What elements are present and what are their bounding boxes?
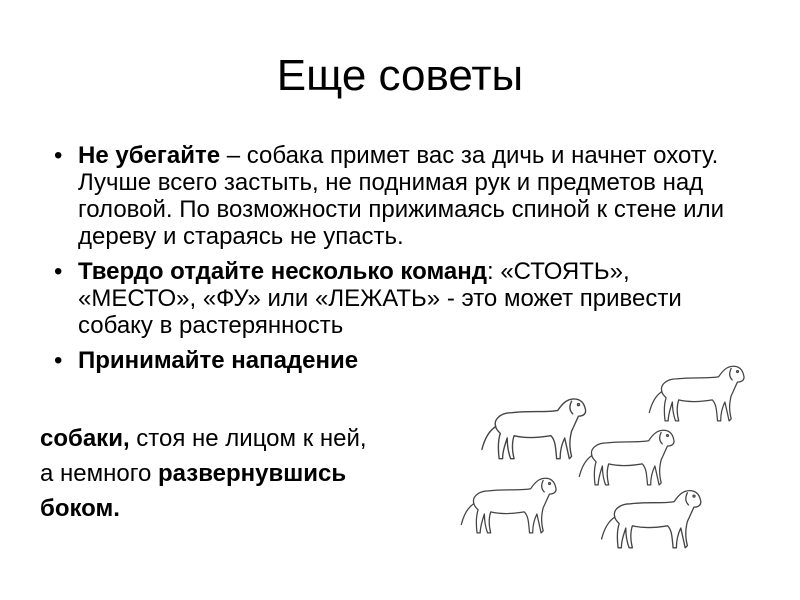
dogs-pack-drawing-icon (455, 352, 755, 582)
continuation-text (40, 421, 460, 526)
bullet-list (52, 142, 752, 382)
continuation-plain: стоя не лицом к ней, (129, 425, 367, 452)
continuation-line-3 (40, 491, 460, 526)
dog-figure-2 (482, 399, 586, 459)
dog-figure-5 (602, 491, 701, 548)
continuation-bold: развернувшись (157, 460, 347, 487)
continuation-line-2 (40, 456, 460, 491)
dog-figure-3 (579, 430, 674, 485)
slide-title: Еще советы (276, 51, 524, 100)
bullet-item-commands (52, 258, 752, 339)
bullet-bold-text: Твердо отдайте несколько команд (78, 258, 487, 285)
continuation-plain: а немного (40, 460, 158, 487)
bullet-bold-text: Не убегайте (78, 142, 221, 169)
bullet-bold-text: Принимайте нападение (78, 347, 359, 374)
dog-figure-4 (461, 478, 556, 533)
continuation-bold: собаки, (40, 425, 130, 452)
bullet-text: : «СТОЯТЬ», «МЕСТО», «ФУ» или «ЛЕЖАТЬ» - это может привести собаку в растерянность (78, 258, 682, 339)
continuation-bold: боком. (40, 495, 120, 522)
continuation-line-1 (40, 421, 460, 456)
bullet-text: – собака примет вас за дичь и начнет охоту. Лучше всего застыть, не поднимая рук и предметов над головой. По возможности прижимаясь спиной к стене или дереву и стараясь не упасть. (78, 142, 724, 250)
dog-figure-1 (649, 366, 744, 421)
bullet-item-dont-run (52, 142, 752, 250)
